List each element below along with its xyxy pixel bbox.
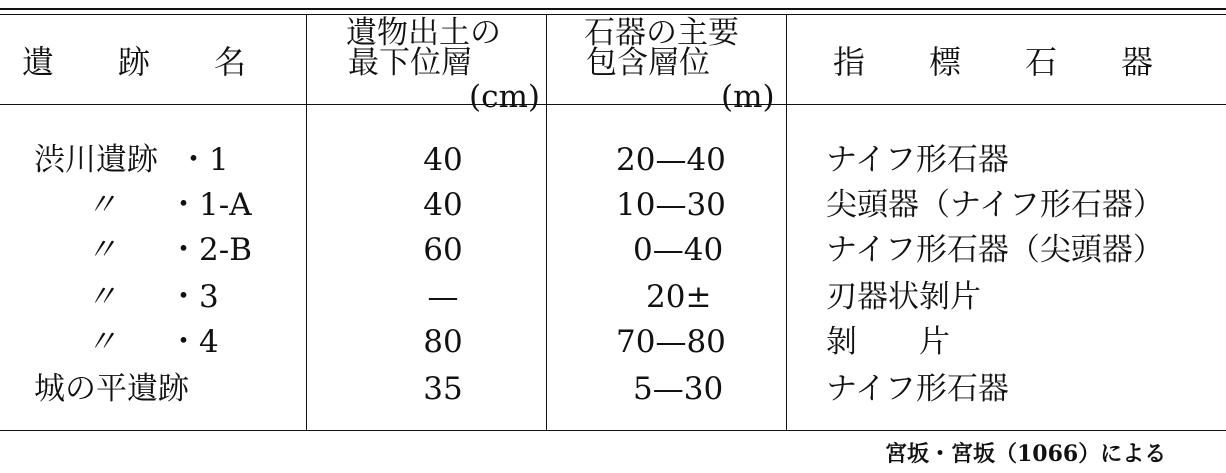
header-divider bbox=[0, 104, 1226, 105]
row-3-indicator-tool: ナイフ形石器（尖頭器） bbox=[826, 232, 1164, 268]
row-2-main-layer: 10—30 bbox=[616, 187, 726, 223]
row-2-indicator-tool: 尖頭器（ナイフ形石器） bbox=[826, 187, 1164, 223]
row-6-site-prefix: 城の平遺跡 bbox=[34, 371, 189, 407]
row-3-site-suffix: ・2-B bbox=[168, 232, 252, 268]
header-lowest-layer-unit: (cm) bbox=[469, 79, 540, 115]
row-4-main-layer: 20± bbox=[646, 279, 712, 315]
row-3-site-prefix: 〃 bbox=[86, 232, 117, 268]
row-3-lowest-layer: 60 bbox=[423, 232, 463, 268]
header-main-layer-unit: (m) bbox=[721, 79, 775, 115]
column-divider-1 bbox=[306, 15, 307, 431]
top-rule-thick bbox=[0, 8, 1226, 10]
row-6-main-layer: 5—30 bbox=[633, 371, 724, 407]
row-6-indicator-tool: ナイフ形石器 bbox=[826, 371, 1009, 407]
row-1-main-layer: 20—40 bbox=[616, 142, 726, 178]
row-5-site-suffix: ・4 bbox=[168, 324, 219, 360]
row-3-main-layer: 0—40 bbox=[633, 232, 724, 268]
row-5-indicator-tool: 剝 片 bbox=[826, 324, 950, 360]
header-lowest-layer-line-2: 最下位層 bbox=[348, 45, 472, 81]
row-1-indicator-tool: ナイフ形石器 bbox=[826, 142, 1009, 178]
header-main-layer-line-1: 石器の主要 bbox=[584, 15, 739, 51]
row-4-lowest-layer: — bbox=[427, 279, 459, 315]
row-4-site-prefix: 〃 bbox=[86, 279, 117, 315]
row-2-site-prefix: 〃 bbox=[86, 187, 117, 223]
column-divider-3 bbox=[786, 15, 787, 431]
header-lowest-layer-line-1: 遺物出土の bbox=[346, 15, 501, 51]
row-1-lowest-layer: 40 bbox=[423, 142, 463, 178]
row-2-lowest-layer: 40 bbox=[423, 187, 463, 223]
row-1-site-suffix: ・1 bbox=[178, 142, 229, 178]
row-4-site-suffix: ・3 bbox=[168, 279, 219, 315]
row-5-main-layer: 70—80 bbox=[616, 324, 726, 360]
table-bottom-rule bbox=[0, 430, 1226, 431]
source-note: 宮坂・宮坂（1066）による bbox=[885, 441, 1167, 467]
row-1-site-prefix: 渋川遺跡 bbox=[34, 142, 158, 178]
row-4-indicator-tool: 刃器状剝片 bbox=[826, 279, 981, 315]
row-2-site-suffix: ・1-A bbox=[168, 187, 252, 223]
header-main-layer-line-2: 包含層位 bbox=[586, 45, 710, 81]
row-6-lowest-layer: 35 bbox=[423, 371, 463, 407]
column-divider-2 bbox=[546, 15, 547, 431]
row-5-lowest-layer: 80 bbox=[423, 324, 463, 360]
header-site-name: 遺 跡 名 bbox=[22, 43, 247, 81]
row-5-site-prefix: 〃 bbox=[86, 324, 117, 360]
header-indicator-tool: 指 標 石 器 bbox=[833, 43, 1154, 81]
